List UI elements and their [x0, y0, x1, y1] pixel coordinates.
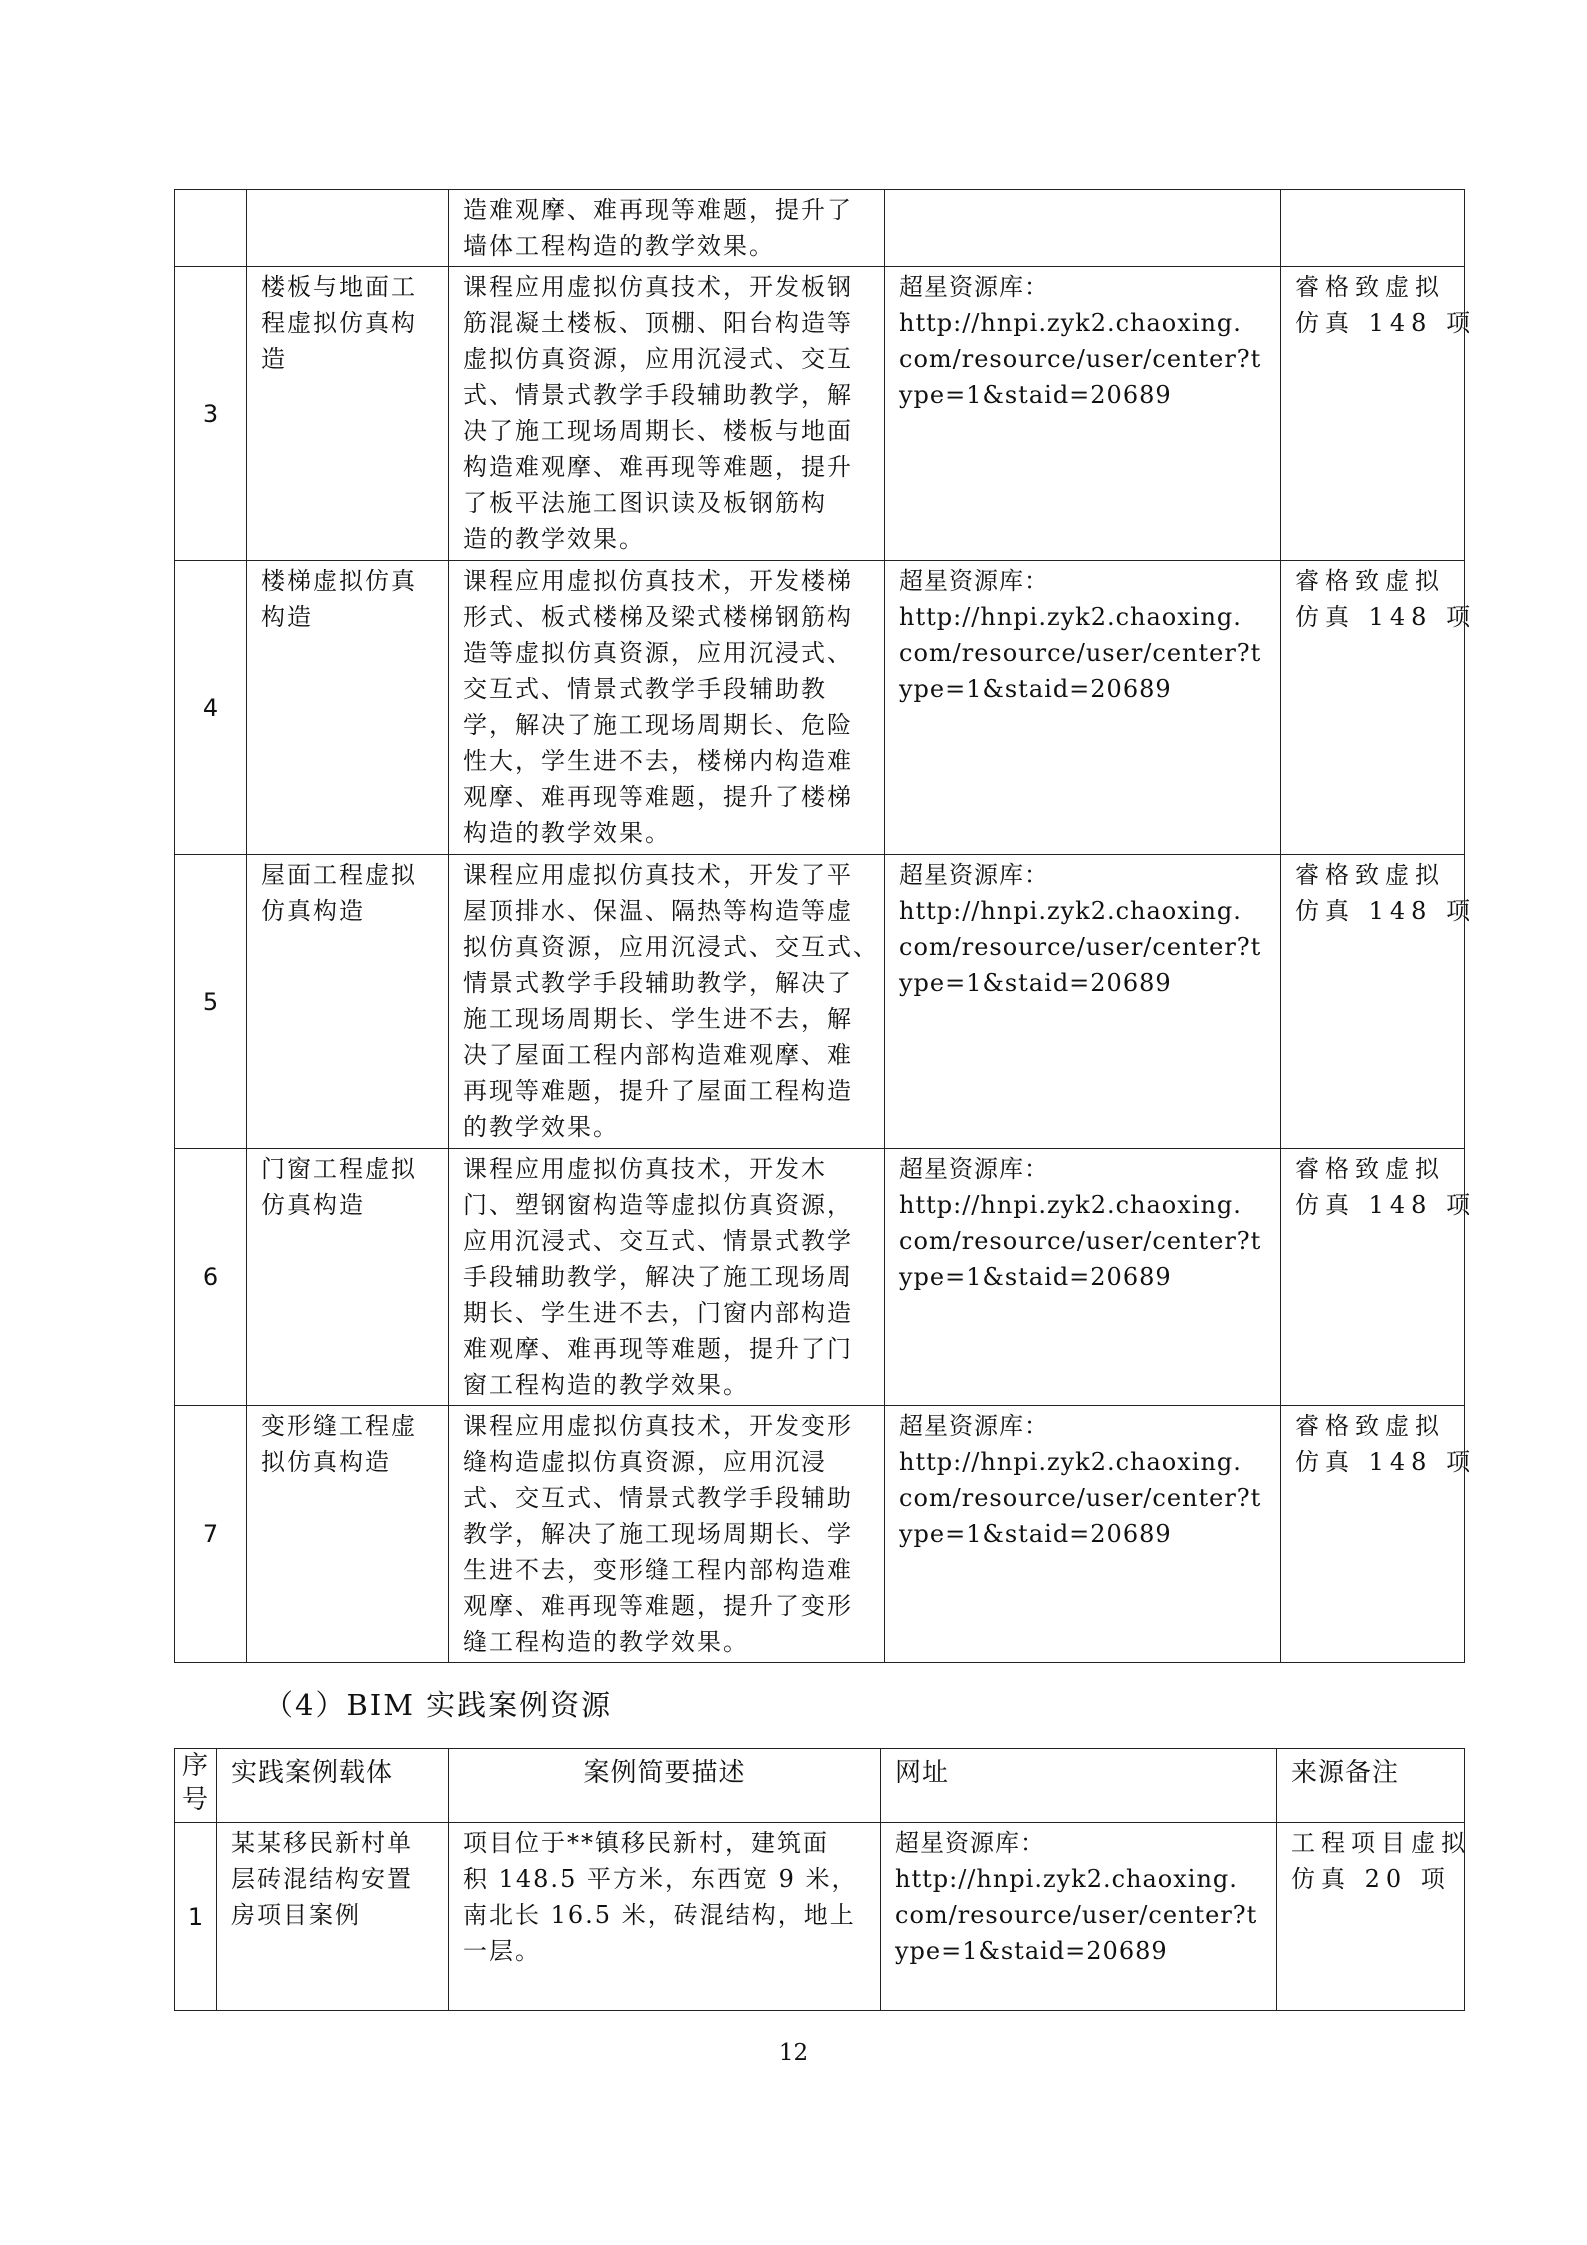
cell-line: 性大，学生进不去，楼梯内构造难: [463, 747, 853, 775]
row-url: [881, 1823, 1277, 2011]
cell-line: 窗工程构造的教学效果。: [463, 1371, 749, 1399]
cell-line: com/resource/user/center?t: [899, 345, 1262, 373]
cell-line: 仿真 148 项: [1295, 603, 1477, 631]
cell-line: 学，解决了施工现场周期长、危险: [463, 711, 853, 739]
row-source: [1281, 267, 1477, 561]
cell-line: 南北长 16.5 米，砖混结构，地上: [463, 1901, 856, 1929]
cell-line: 教学，解决了施工现场周期长、学: [463, 1520, 853, 1548]
cell-line: 某某移民新村单: [231, 1829, 413, 1857]
row-url: [885, 190, 1281, 267]
row-number: 3: [175, 267, 247, 561]
cell-line: 造难观摩、难再现等难题，提升了: [463, 196, 853, 224]
row-number: 5: [175, 855, 247, 1149]
cell-line: 变形缝工程虚: [261, 1412, 417, 1440]
cell-line: 课程应用虚拟仿真技术，开发了平: [463, 861, 853, 889]
cell-line: 睿格致虚拟: [1295, 1412, 1445, 1440]
row-description: [449, 855, 885, 1149]
cell-line: 屋顶排水、保温、隔热等构造等虚: [463, 897, 853, 925]
table-row: [175, 267, 1465, 561]
cell-line: 造等虚拟仿真资源，应用沉浸式、: [463, 639, 853, 667]
cell-line: 了板平法施工图识读及板钢筋构: [463, 489, 827, 517]
cell-line: 难观摩、难再现等难题，提升了门: [463, 1335, 853, 1363]
row-description: [449, 1149, 885, 1406]
cell-line: 决了屋面工程内部构造难观摩、难: [463, 1041, 853, 1069]
row-name: [247, 1406, 449, 1663]
row-description: [449, 267, 885, 561]
cell-line: com/resource/user/center?t: [895, 1901, 1258, 1929]
cell-line: 缝工程构造的教学效果。: [463, 1628, 749, 1656]
cell-line: ype=1&staid=20689: [895, 1937, 1168, 1965]
cell-line: 的教学效果。: [463, 1113, 619, 1141]
cell-line: 墙体工程构造的教学效果。: [463, 232, 775, 260]
row-number: 7: [175, 1406, 247, 1663]
cell-line: 积 148.5 平方米，东西宽 9 米，: [463, 1865, 858, 1893]
row-description: [449, 561, 885, 855]
row-name: [247, 190, 449, 267]
cell-line: http://hnpi.zyk2.chaoxing.: [895, 1865, 1238, 1893]
row-number: 6: [175, 1149, 247, 1406]
table-header-row: [175, 1749, 1465, 1823]
row-name: [247, 267, 449, 561]
header-source: 来源备注: [1277, 1749, 1465, 1823]
cell-line: 拟仿真资源，应用沉浸式、交互式、: [463, 933, 879, 961]
row-description: [449, 1406, 885, 1663]
cell-line: com/resource/user/center?t: [899, 1227, 1262, 1255]
row-source: [1281, 1406, 1477, 1663]
cell-line: 虚拟仿真资源，应用沉浸式、交互: [463, 345, 853, 373]
row-source: [1277, 1823, 1471, 2011]
cell-line: 式、交互式、情景式教学手段辅助: [463, 1484, 853, 1512]
row-number: 1: [175, 1823, 217, 2011]
cell-line: 睿格致虚拟: [1295, 861, 1445, 889]
cell-line: 超星资源库：: [899, 273, 1049, 301]
cell-line: 仿真 148 项: [1295, 1191, 1477, 1219]
cell-line: ype=1&staid=20689: [899, 381, 1172, 409]
cell-line: ype=1&staid=20689: [899, 1520, 1172, 1548]
cell-line: com/resource/user/center?t: [899, 1484, 1262, 1512]
cell-line: 项目位于**镇移民新村，建筑面: [463, 1829, 829, 1857]
cell-line: 超星资源库：: [895, 1829, 1045, 1857]
cell-line: 决了施工现场周期长、楼板与地面: [463, 417, 853, 445]
cell-line: ype=1&staid=20689: [899, 969, 1172, 997]
cell-line: 超星资源库：: [899, 861, 1049, 889]
header-carrier: 实践案例载体: [217, 1749, 449, 1823]
cell-line: 课程应用虚拟仿真技术，开发楼梯: [463, 567, 853, 595]
cell-line: 睿格致虚拟: [1295, 1155, 1445, 1183]
cell-line: 一层。: [463, 1937, 541, 1965]
page-number: 12: [778, 2040, 809, 2066]
cell-line: ype=1&staid=20689: [899, 1263, 1172, 1291]
cell-line: http://hnpi.zyk2.chaoxing.: [899, 1448, 1242, 1476]
cell-line: 造: [261, 345, 287, 373]
cell-line: 施工现场周期长、学生进不去，解: [463, 1005, 853, 1033]
table-row: [175, 1406, 1465, 1663]
cell-line: http://hnpi.zyk2.chaoxing.: [899, 603, 1242, 631]
row-source: [1281, 1149, 1477, 1406]
simulation-resources-table: [174, 189, 1477, 1663]
row-url: [885, 1149, 1281, 1406]
cell-line: 门、塑钢窗构造等虚拟仿真资源，: [463, 1191, 853, 1219]
cell-line: 睿格致虚拟: [1295, 273, 1445, 301]
table-row: [175, 1823, 1465, 2011]
cell-line: 再现等难题，提升了屋面工程构造: [463, 1077, 853, 1105]
cell-line: 构造难观摩、难再现等难题，提升: [463, 453, 853, 481]
cell-line: 工程项目虚拟: [1291, 1829, 1471, 1857]
row-name: [247, 855, 449, 1149]
header-no: 序 号: [175, 1749, 217, 1823]
cell-line: 构造: [261, 603, 313, 631]
cell-line: 睿格致虚拟: [1295, 567, 1445, 595]
cell-line: 楼板与地面工: [261, 273, 417, 301]
cell-line: 观摩、难再现等难题，提升了楼梯: [463, 783, 853, 811]
cell-line: 层砖混结构安置: [231, 1865, 413, 1893]
table-row: [175, 1149, 1465, 1406]
cell-line: 仿真 148 项: [1295, 1448, 1477, 1476]
cell-line: 楼梯虚拟仿真: [261, 567, 417, 595]
table-row: [175, 561, 1465, 855]
row-name: [247, 1149, 449, 1406]
cell-line: 手段辅助教学，解决了施工现场周: [463, 1263, 853, 1291]
row-url: [885, 1406, 1281, 1663]
cell-line: 情景式教学手段辅助教学，解决了: [463, 969, 853, 997]
cell-line: 超星资源库：: [899, 567, 1049, 595]
cell-line: 造的教学效果。: [463, 525, 645, 553]
row-url: [885, 561, 1281, 855]
cell-line: 形式、板式楼梯及梁式楼梯钢筋构: [463, 603, 853, 631]
cell-line: 应用沉浸式、交互式、情景式教学: [463, 1227, 853, 1255]
cell-line: 屋面工程虚拟: [261, 861, 417, 889]
cell-line: 生进不去，变形缝工程内部构造难: [463, 1556, 853, 1584]
cell-line: 课程应用虚拟仿真技术，开发变形: [463, 1412, 853, 1440]
row-number: [175, 190, 247, 267]
cell-line: 仿真 148 项: [1295, 309, 1477, 337]
cell-line: 观摩、难再现等难题，提升了变形: [463, 1592, 853, 1620]
cell-line: 构造的教学效果。: [463, 819, 671, 847]
row-source: [1281, 561, 1477, 855]
cell-line: 仿真 148 项: [1295, 897, 1477, 925]
cell-line: 超星资源库：: [899, 1412, 1049, 1440]
cell-line: com/resource/user/center?t: [899, 933, 1262, 961]
cell-line: com/resource/user/center?t: [899, 639, 1262, 667]
cell-line: 程虚拟仿真构: [261, 309, 417, 337]
cell-line: http://hnpi.zyk2.chaoxing.: [899, 309, 1242, 337]
row-source: [1281, 855, 1477, 1149]
cell-line: 缝构造虚拟仿真资源，应用沉浸: [463, 1448, 827, 1476]
table-row: [175, 855, 1465, 1149]
row-description: [449, 190, 885, 267]
row-url: [885, 267, 1281, 561]
cell-line: http://hnpi.zyk2.chaoxing.: [899, 1191, 1242, 1219]
row-name: [247, 561, 449, 855]
table-row: [175, 190, 1465, 267]
cell-line: 期长、学生进不去，门窗内部构造: [463, 1299, 853, 1327]
cell-line: http://hnpi.zyk2.chaoxing.: [899, 897, 1242, 925]
bim-case-table: [174, 1748, 1471, 2011]
cell-line: 拟仿真构造: [261, 1448, 391, 1476]
cell-line: 仿真构造: [261, 1191, 365, 1219]
header-url: 网址: [881, 1749, 1277, 1823]
cell-line: 式、情景式教学手段辅助教学，解: [463, 381, 853, 409]
header-desc: 案例简要描述: [449, 1749, 881, 1823]
cell-line: 房项目案例: [231, 1901, 361, 1929]
row-description: [449, 1823, 881, 2011]
cell-line: 课程应用虚拟仿真技术，开发木: [463, 1155, 827, 1183]
cell-line: 门窗工程虚拟: [261, 1155, 417, 1183]
row-url: [885, 855, 1281, 1149]
cell-line: 课程应用虚拟仿真技术，开发板钢: [463, 273, 853, 301]
cell-line: 筋混凝土楼板、顶棚、阳台构造等: [463, 309, 853, 337]
cell-line: 交互式、情景式教学手段辅助教: [463, 675, 827, 703]
cell-line: 仿真构造: [261, 897, 365, 925]
cell-line: 仿真 20 项: [1291, 1865, 1451, 1893]
section-title: （4）BIM 实践案例资源: [264, 1688, 613, 1722]
row-name: [217, 1823, 449, 2011]
row-number: 4: [175, 561, 247, 855]
cell-line: ype=1&staid=20689: [899, 675, 1172, 703]
cell-line: 超星资源库：: [899, 1155, 1049, 1183]
row-source: [1281, 190, 1465, 267]
